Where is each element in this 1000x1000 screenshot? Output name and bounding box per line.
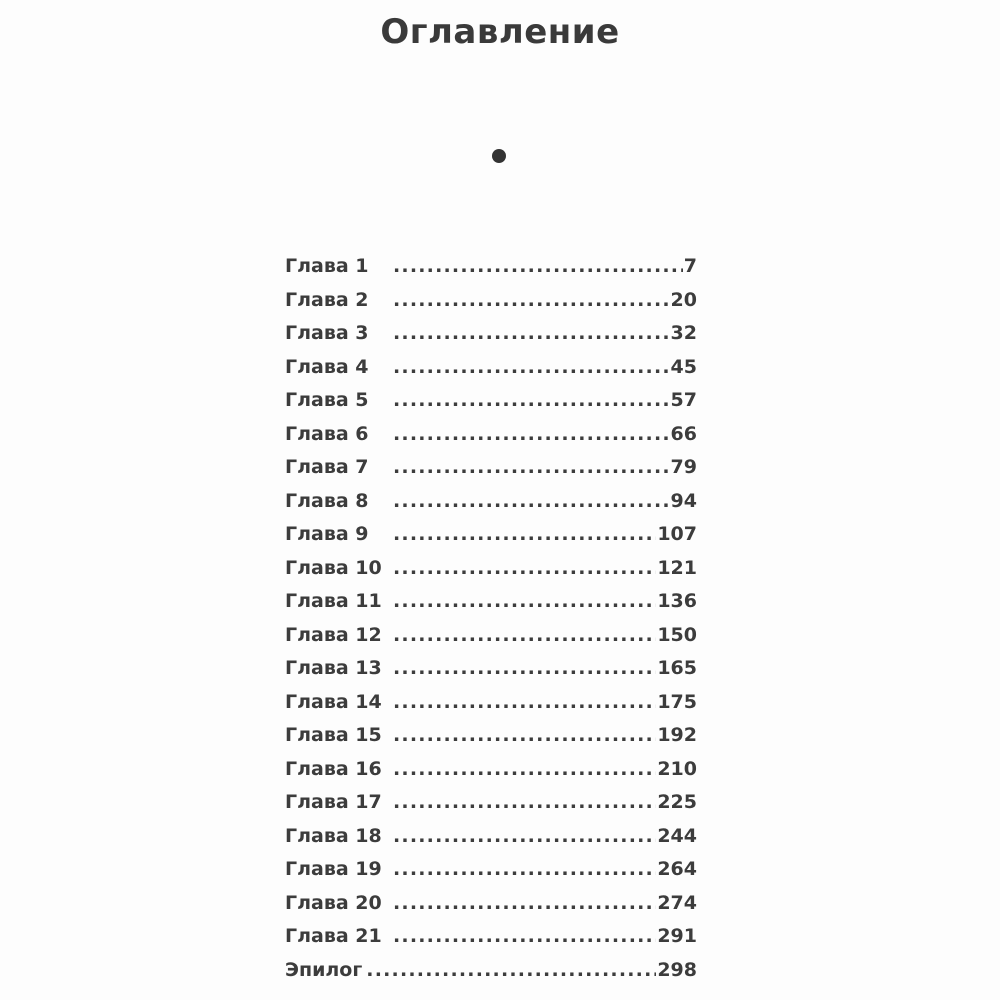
toc-entry-8: [285, 490, 697, 524]
dot-leader: [393, 858, 656, 880]
toc-entry-17: [285, 791, 697, 825]
dot-leader: [393, 289, 670, 311]
toc-entry-page: 94: [670, 489, 697, 512]
toc-entry-page: 136: [657, 590, 697, 612]
table-of-contents: [285, 255, 697, 992]
toc-entry-label: Глава 6: [285, 422, 369, 445]
dot-leader: [393, 657, 656, 679]
page-title: Оглавление: [380, 12, 620, 52]
toc-entry-page: 32: [670, 322, 697, 344]
toc-entry-page: 244: [657, 824, 697, 847]
toc-entry-page: 175: [657, 690, 697, 713]
toc-entry-label: Глава 1: [285, 255, 369, 277]
toc-entry-6: [285, 423, 697, 457]
toc-entry-label: Глава 8: [285, 489, 369, 512]
toc-entry-label: Глава 3: [285, 322, 369, 344]
dot-leader: [393, 758, 656, 780]
dot-leader: [393, 724, 656, 746]
toc-entry-2: [285, 289, 697, 323]
toc-entry-label: Глава 10: [285, 556, 382, 579]
dot-leader: [393, 590, 656, 612]
toc-entry-page: 291: [657, 925, 697, 947]
toc-entry-label: Глава 7: [285, 456, 369, 478]
toc-entry-14: [285, 691, 697, 725]
toc-entry-page: 274: [657, 891, 697, 914]
toc-entry-label: Глава 14: [285, 690, 382, 713]
toc-entry-1: [285, 255, 697, 289]
toc-entry-19: [285, 858, 697, 892]
toc-entry-18: [285, 825, 697, 859]
toc-entry-16: [285, 758, 697, 792]
toc-entry-label: Эпилог: [285, 958, 363, 981]
toc-entry-label: Глава 5: [285, 389, 369, 411]
toc-entry-9: [285, 523, 697, 557]
toc-entry-page: 298: [657, 958, 697, 981]
toc-entry-15: [285, 724, 697, 758]
toc-entry-page: 225: [657, 791, 697, 813]
dot-leader: [393, 423, 670, 445]
toc-entry-20: [285, 892, 697, 926]
toc-entry-page: 264: [657, 858, 697, 880]
toc-entry-10: [285, 557, 697, 591]
toc-entry-page: 150: [657, 623, 697, 646]
dot-leader: [393, 389, 670, 411]
dot-leader: [393, 490, 670, 512]
toc-entry-11: [285, 590, 697, 624]
toc-entry-7: [285, 456, 697, 490]
toc-entry-label: Глава 19: [285, 858, 382, 880]
dot-leader: [366, 959, 656, 981]
toc-entry-page: 7: [683, 255, 697, 277]
dot-leader: [393, 456, 670, 478]
dot-leader: [393, 255, 683, 277]
toc-entry-label: Глава 20: [285, 891, 382, 914]
toc-entry-label: Глава 17: [285, 791, 382, 813]
toc-entry-label: Глава 15: [285, 724, 382, 746]
toc-entry-page: 192: [657, 724, 697, 746]
toc-entry-label: Глава 2: [285, 288, 369, 311]
toc-entry-label: Глава 21: [285, 925, 382, 947]
toc-entry-13: [285, 657, 697, 691]
toc-entry-label: Глава 11: [285, 590, 382, 612]
dot-leader: [393, 925, 656, 947]
dot-leader: [393, 791, 656, 813]
toc-entry-page: 210: [657, 757, 697, 780]
bullet-icon: [492, 149, 506, 163]
toc-entry-label: Глава 4: [285, 355, 369, 378]
toc-entry-5: [285, 389, 697, 423]
toc-entry-page: 66: [670, 422, 697, 445]
toc-entry-page: 121: [657, 556, 697, 579]
toc-entry-page: 107: [657, 523, 697, 545]
toc-entry-label: Глава 12: [285, 623, 382, 646]
toc-entry-page: 45: [670, 355, 697, 378]
toc-entry-21: [285, 925, 697, 959]
toc-entry-page: 165: [657, 657, 697, 679]
dot-leader: [393, 624, 656, 646]
toc-entry-page: 20: [670, 288, 697, 311]
dot-leader: [393, 691, 656, 713]
toc-entry-page: 57: [670, 389, 697, 411]
toc-entry-4: [285, 356, 697, 390]
toc-entry-label: Глава 9: [285, 523, 369, 545]
toc-entry-epilogue: [285, 959, 697, 993]
toc-entry-label: Глава 16: [285, 757, 382, 780]
toc-entry-3: [285, 322, 697, 356]
toc-entry-label: Глава 13: [285, 657, 382, 679]
toc-entry-page: 79: [670, 456, 697, 478]
dot-leader: [393, 557, 656, 579]
dot-leader: [393, 523, 656, 545]
toc-entry-12: [285, 624, 697, 658]
dot-leader: [393, 356, 670, 378]
dot-leader: [393, 322, 670, 344]
dot-leader: [393, 825, 656, 847]
dot-leader: [393, 892, 656, 914]
toc-entry-label: Глава 18: [285, 824, 382, 847]
